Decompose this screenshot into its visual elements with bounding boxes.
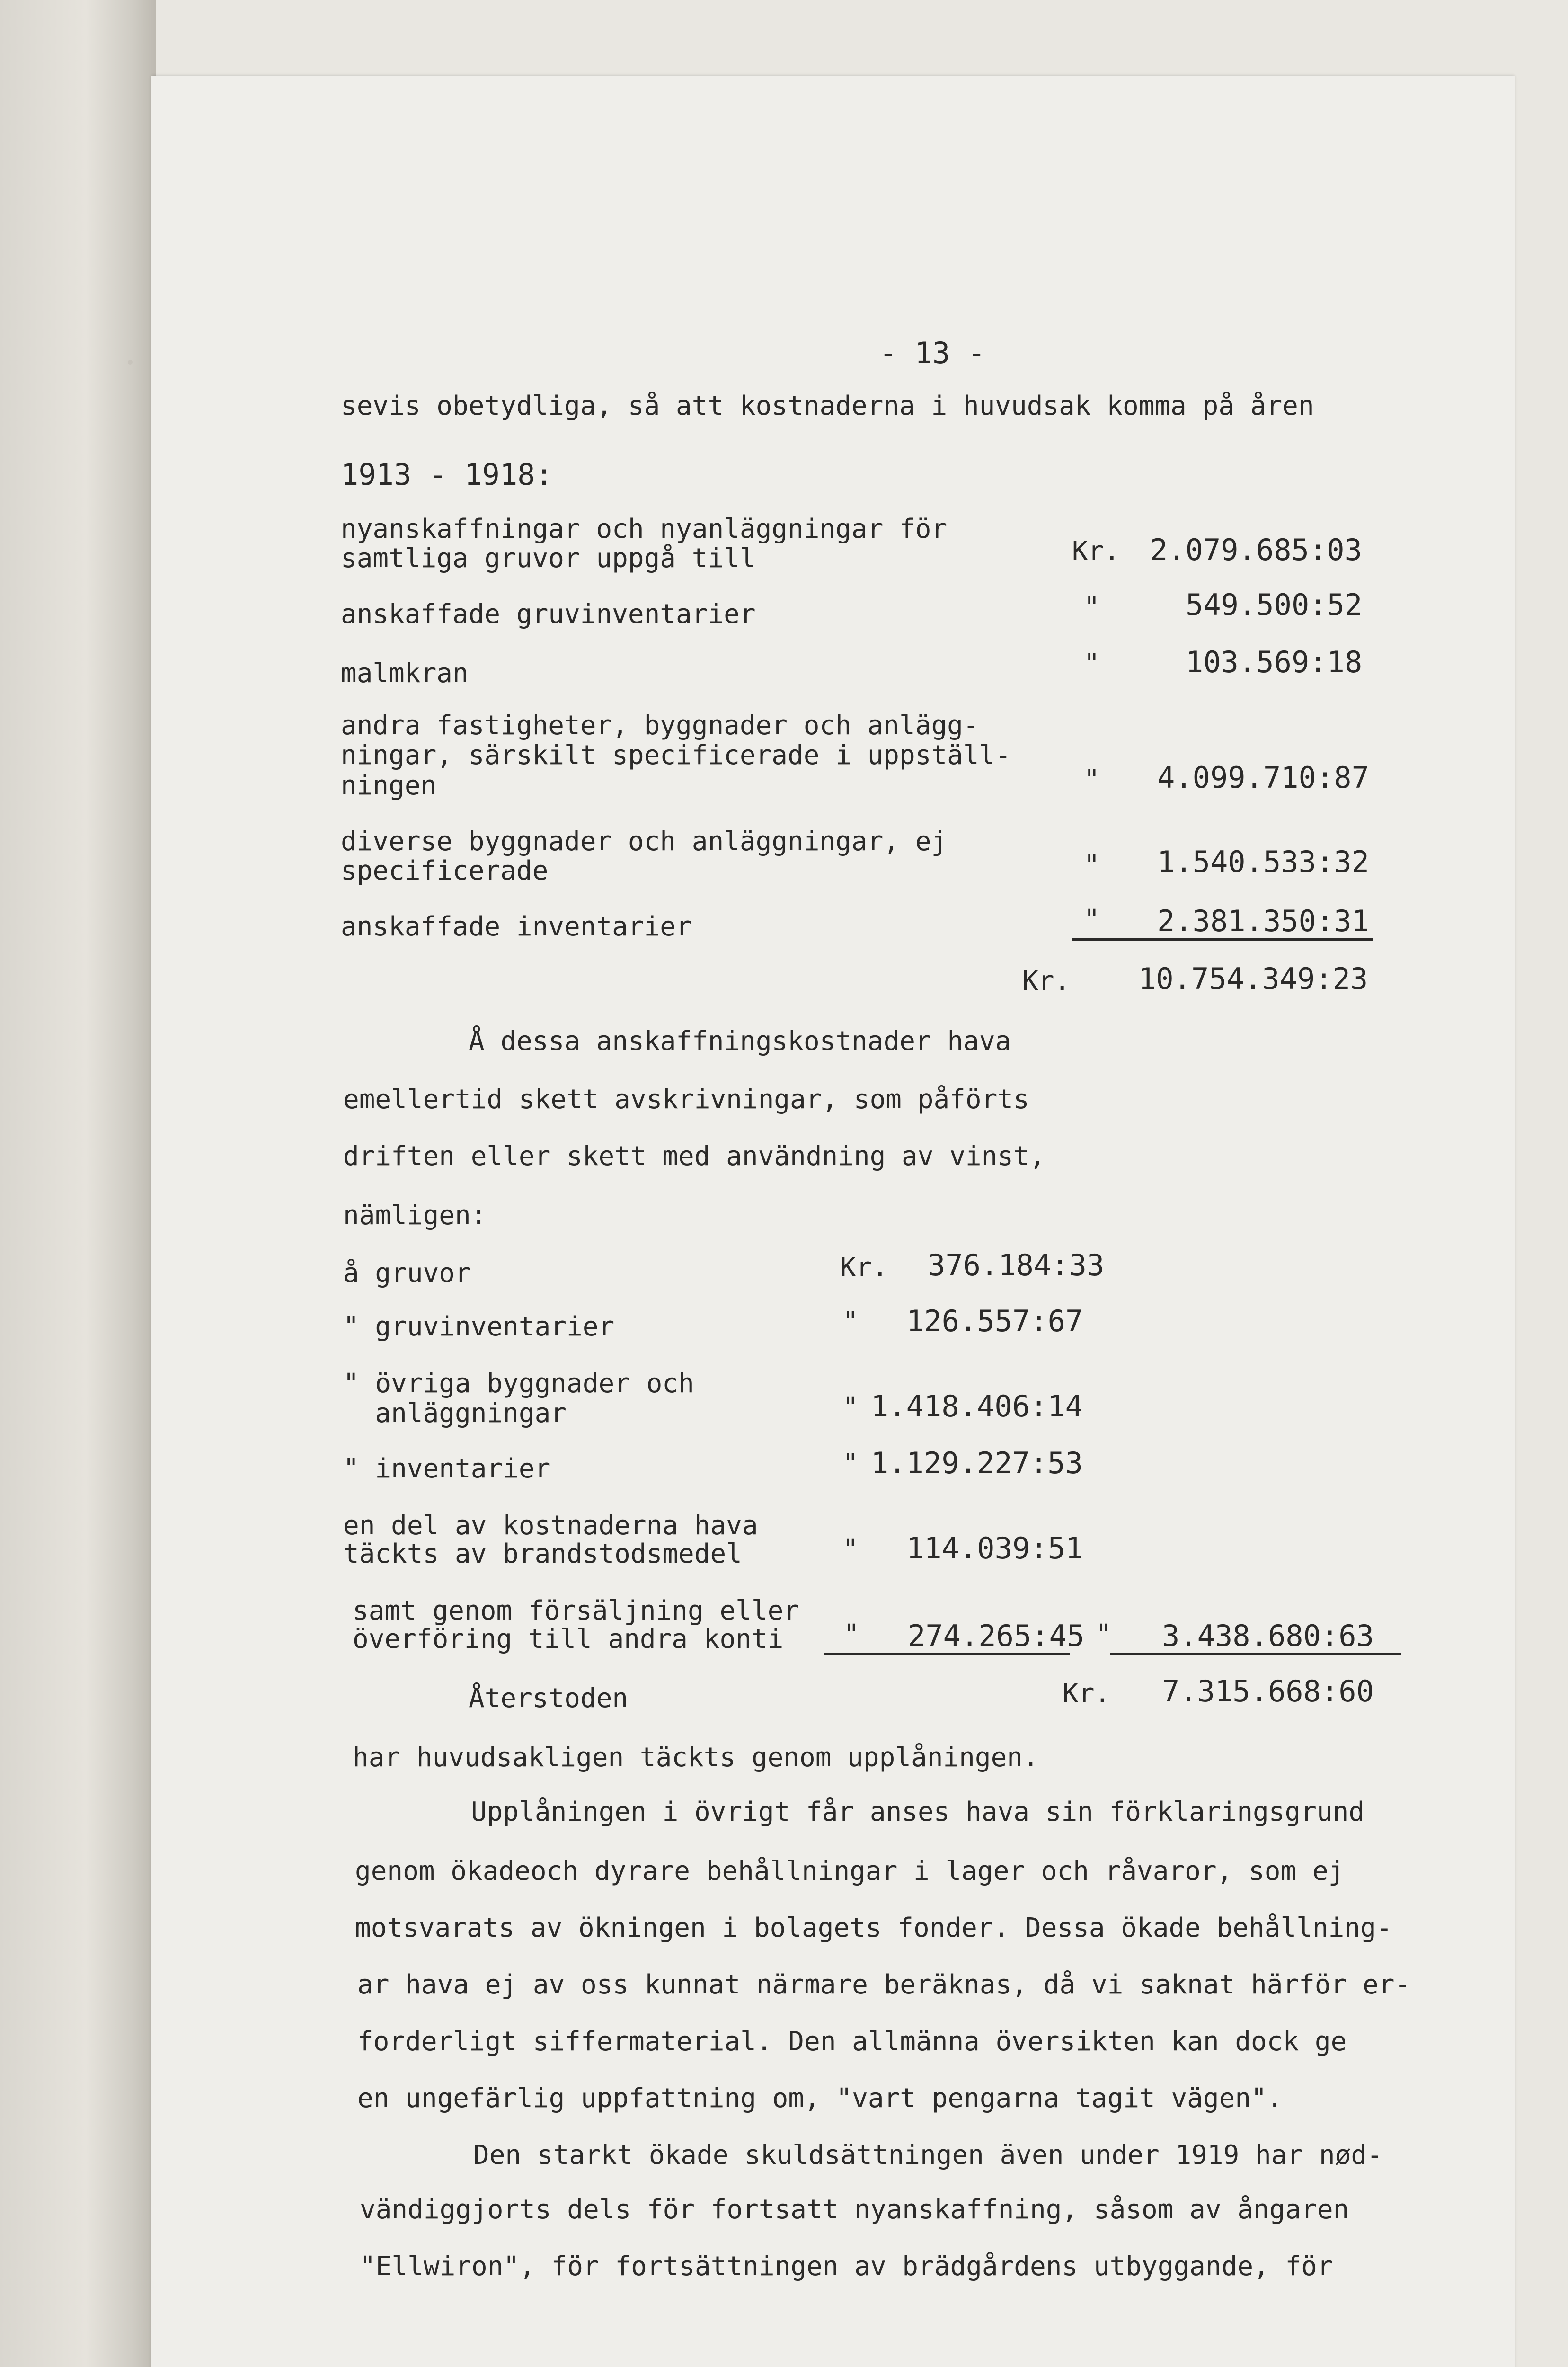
acq-sum-rule <box>1072 938 1373 941</box>
dep-row-3-amount: 1.418.406:14 <box>871 1389 1083 1424</box>
dep-row-3-line-2: anläggningar <box>343 1398 567 1429</box>
dep-row-2-prefix: " <box>842 1307 859 1337</box>
acq-row-5-line-2: specificerade <box>341 855 549 886</box>
dep-row-1-prefix: Kr. <box>840 1252 888 1283</box>
acq-row-5-line-1: diverse byggnader och anläggningar, ej <box>341 826 948 857</box>
dep-row-5-prefix: " <box>842 1534 859 1565</box>
dep-row-3-prefix: " <box>842 1392 859 1423</box>
dep-row-6-amount: 274.265:45 <box>908 1619 1085 1653</box>
remainder-label: Återstoden <box>469 1683 629 1714</box>
dep-sum-rule <box>1110 1653 1401 1655</box>
dep-row-1-amount: 376.184:33 <box>928 1248 1105 1282</box>
acq-row-3-label: malmkran <box>341 658 469 689</box>
acq-row-1-amount: 2.079.685:03 <box>1150 533 1362 567</box>
dep-row-4-amount: 1.129.227:53 <box>871 1446 1083 1480</box>
para2-line-9: vändiggjorts dels för fortsatt nyanskaffning, såsom av ångaren <box>360 2194 1349 2225</box>
acq-row-5-amount: 1.540.533:32 <box>1157 845 1369 879</box>
dep-row-5-amount: 114.039:51 <box>906 1531 1083 1566</box>
page-number: - 13 - <box>879 336 985 370</box>
acq-total-amount: 10.754.349:23 <box>1138 961 1368 996</box>
dep-sum-amount: 3.438.680:63 <box>1162 1619 1374 1653</box>
acq-row-6-prefix: " <box>1084 904 1100 935</box>
dep-row-3-line-1: " övriga byggnader och <box>343 1368 694 1399</box>
para1-line-1: Å dessa anskaffningskostnader hava <box>469 1026 1011 1057</box>
para2-line-8: Den starkt ökade skuldsättningen även under 1919 har nød- <box>473 2140 1383 2171</box>
dep-row-4-prefix: " <box>842 1449 859 1479</box>
acq-row-1-line-1: nyanskaffningar och nyanläggningar för <box>341 514 948 544</box>
page-mark <box>128 360 133 365</box>
acq-row-6-amount: 2.381.350:31 <box>1157 904 1369 938</box>
book-binding-edge <box>0 0 156 2367</box>
dep-sum-prefix: " <box>1096 1619 1112 1650</box>
acq-row-2-prefix: " <box>1084 592 1100 623</box>
para2-line-10: "Ellwiron", för fortsättningen av brädgårdens utbyggande, för <box>360 2251 1333 2282</box>
dep-row-6-prefix: " <box>843 1619 859 1650</box>
acq-row-2-amount: 549.500:52 <box>1186 587 1363 622</box>
dep-row-5-line-1: en del av kostnaderna hava <box>343 1510 758 1541</box>
dep-column-rule <box>824 1653 1070 1655</box>
acq-row-3-amount: 103.569:18 <box>1186 645 1363 679</box>
dep-row-4-label: " inventarier <box>343 1453 551 1484</box>
remainder-amount: 7.315.668:60 <box>1162 1674 1374 1709</box>
para2-line-6: forderligt siffermaterial. Den allmänna översikten kan dock ge <box>357 2026 1347 2057</box>
acq-row-4-line-3: ningen <box>341 770 437 801</box>
para2-line-7: en ungefärlig uppfattning om, "vart pengarna tagit vägen". <box>357 2083 1283 2114</box>
dep-row-2-amount: 126.557:67 <box>906 1304 1083 1338</box>
para2-line-2: Upplåningen i övrigt får anses hava sin förklaringsgrund <box>471 1797 1365 1827</box>
acq-row-4-line-1: andra fastigheter, byggnader och anlägg- <box>341 710 979 741</box>
para1-line-4: nämligen: <box>343 1200 487 1231</box>
acq-row-1-line-2: samtliga gruvor uppgå till <box>341 543 756 574</box>
acq-row-4-prefix: " <box>1084 765 1100 795</box>
acq-row-3-prefix: " <box>1084 649 1100 679</box>
acq-row-6-label: anskaffade inventarier <box>341 911 692 942</box>
dep-row-1-label: å gruvor <box>343 1258 471 1289</box>
acq-row-2-label: anskaffade gruvinventarier <box>341 599 756 630</box>
para2-line-3: genom ökadeoch dyrare behållningar i lager och råvaror, som ej <box>355 1856 1345 1886</box>
acq-row-5-prefix: " <box>1084 850 1100 881</box>
acq-row-4-amount: 4.099.710:87 <box>1157 760 1369 795</box>
dep-row-6-line-2: överföring till andra konti <box>353 1624 784 1655</box>
remainder-prefix: Kr. <box>1063 1678 1111 1709</box>
para2-line-5: ar hava ej av oss kunnat närmare beräknas, då vi saknat härför er- <box>357 1969 1411 2000</box>
dep-row-2-label: " gruvinventarier <box>343 1311 615 1342</box>
para2-line-1: har huvudsakligen täckts genom upplåningen. <box>353 1742 1039 1773</box>
acq-total-prefix: Kr. <box>1022 966 1071 997</box>
intro-line-2: 1913 - 1918: <box>341 457 553 492</box>
dep-row-5-line-2: täckts av brandstodsmedel <box>343 1539 742 1569</box>
para1-line-2: emellertid skett avskrivningar, som påförts <box>343 1084 1029 1115</box>
acq-row-4-line-2: ningar, särskilt specificerade i uppställ- <box>341 740 1011 771</box>
acq-row-1-prefix: Kr. <box>1072 536 1120 567</box>
para1-line-3: driften eller skett med användning av vinst, <box>343 1141 1045 1172</box>
para2-line-4: motsvarats av ökningen i bolagets fonder. Dessa ökade behållning- <box>355 1913 1392 1943</box>
dep-row-6-line-1: samt genom försäljning eller <box>353 1595 800 1626</box>
intro-line-1: sevis obetydliga, så att kostnaderna i huvudsak komma på åren <box>341 391 1314 421</box>
